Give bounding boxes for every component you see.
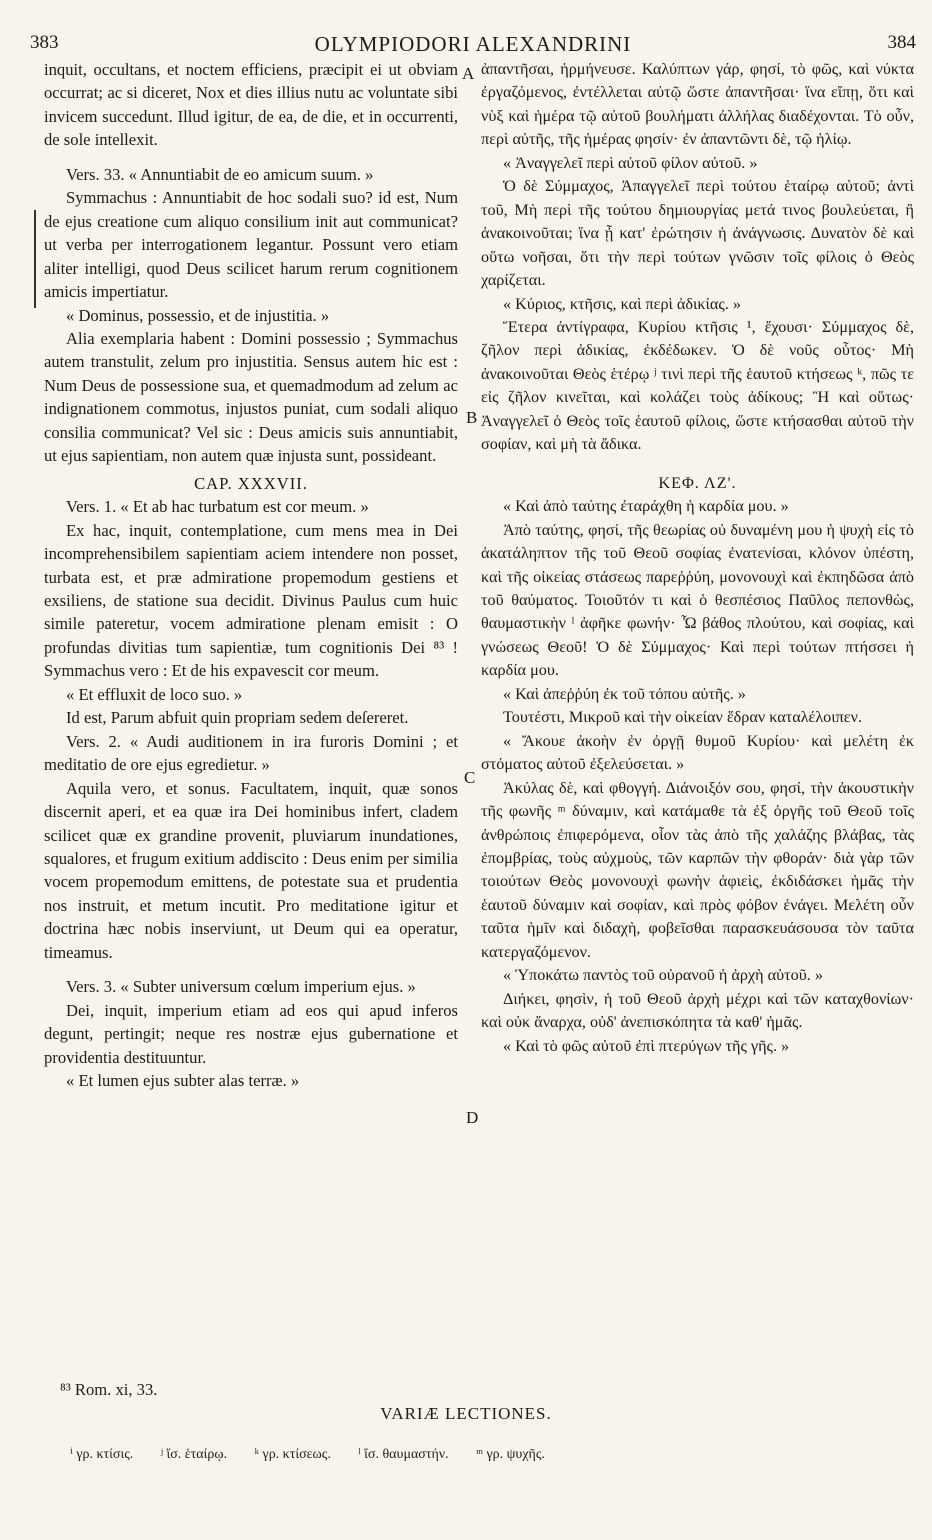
page-header: [30, 32, 916, 58]
greek-column: [481, 58, 914, 1058]
variant-readings: [70, 1446, 569, 1463]
page-number-left: 383: [30, 32, 59, 53]
variant-reading: ᵏ γρ. κτίσεως.: [254, 1447, 331, 1462]
greek-verse-heading: « Ὑποκάτω παντὸς τοῦ οὐρανοῦ ἡ ἀρχὴ αὐτοῦ. »: [503, 966, 823, 985]
greek-quote: « Κύριος, κτῆσις, καὶ περὶ ἀδικίας. »: [503, 294, 741, 313]
greek-quote: « Καὶ τὸ φῶς αὐτοῦ ἐπὶ πτερύγων τῆς γῆς. »: [503, 1036, 790, 1055]
latin-verse-heading: Vers. 1. « Et ab hac turbatum est cor meum. »: [66, 497, 369, 517]
latin-paragraph: Id est, Parum abfuit quin propriam sedem deſereret.: [66, 708, 409, 728]
latin-quote: « Dominus, possessio, et de injustitia. »: [66, 305, 330, 325]
latin-verse-heading: Vers. 2. « Audi auditionem in ira furoris Domini ; et meditatio de ore ejus egredietur. »: [44, 731, 458, 775]
greek-verse-heading: « Ἀναγγελεῖ περὶ αὐτοῦ φίλον αὐτοῦ. »: [503, 153, 758, 172]
latin-paragraph: Ex hac, inquit, contemplatione, cum mens mea in Dei incomprehensibilem sapientiam aciem intendere non posset, turbata est, et præ admiratione propemodum gestiens et exsiliens, de statione sua decidit. Divinus Paulus cum huic simile pateretur, vocem admiratione plenam emisit : O profundas divitias tum sapientiæ, tum cognitionis Dei ⁸³ ! Symmachus vero : Et de his expavescit cor meum.: [44, 520, 458, 681]
margin-letter-a: A: [462, 64, 475, 83]
latin-column: [44, 58, 458, 1092]
greek-paragraph: ἀπαντῆσαι, ἡρμήνευσε. Καλύπτων γάρ, φησί, τὸ φῶς, καὶ νύκτα ἐργαζόμενος, ἐντέλλεται αὐτῷ ὥστε ἀπαντῆσαι· ἵνα εἴπῃ, ὅτι καὶ νὺξ καὶ ἡμέρα τῷ αὐτοῦ βουλήματι ἀλλήλας διαδέχονται. Τὸ οὖν, περὶ αὐτῆς, τῆς ἡμέρας φησίν· ἐν ἀπαντῶντι δὲ, τῷ ἡλίῳ.: [481, 60, 914, 149]
latin-quote: « Et lumen ejus subter alas terræ. »: [66, 1071, 300, 1091]
greek-verse-heading: « Ἄκουε ἀκοὴν ἐν ὀργῇ θυμοῦ Κυρίου· καὶ μελέτη ἐκ στόματος αὐτοῦ ἐξελεύσεται. »: [481, 731, 914, 774]
greek-paragraph: Ἕτερα ἀντίγραφα, Κυρίου κτῆσις ¹, ἔχουσι· Σύμμαχος δὲ, ζῆλον περὶ ἀδικίας, ἐκδέδωκεν. Ὁ δὲ νοῦς οὗτος· Μὴ ἀνακοινοῦται Θεὸς ἑτέρῳ ʲ τινὶ περὶ τῆς ἑαυτοῦ κτήσεως ᵏ, πῶς τε εἰς ζῆλον κινεῖται, καὶ κολάζει τοὺς ἀδίκους; Ἢ καὶ οὕτως· Ἀναγγελεῖ ὁ Θεὸς τοῖς ἑαυτοῦ φίλοις, ὥστε κτήσασθαι αὐτοῦ τὴν σοφίαν, καὶ μὴ τὰ ἄδικα.: [481, 317, 914, 454]
greek-paragraph: Ἀπὸ ταύτης, φησί, τῆς θεωρίας οὐ δυναμένη μου ἡ ψυχὴ εἰς τὸ ἀκατάληπτον τῆς τοῦ Θεοῦ σοφίας ἐνατενίσαι, κλόνον ὑπέστη, καὶ τῆς οἰκείας στάσεως παρεῤῥύη, μονονουχὶ καὶ ἐκπηδῶσα ἀπὸ τοῦ θαύματος. Τοιοῦτόν τι καὶ ὁ θεσπέσιος Παῦλος πεπονθὼς, θαυμαστικὴν ˡ ἀφῆκε φωνήν· Ὦ βάθος πλούτου, καὶ σοφίας, καὶ γνώσεως Θεοῦ! Ὁ δὲ Σύμμαχος· Καὶ περὶ τούτων πτήσσει ἡ καρδία μου.: [481, 520, 914, 680]
running-title: OLYMPIODORI ALEXANDRINI: [314, 32, 632, 56]
greek-verse-heading: « Καὶ ἀπὸ ταύτης ἐταράχθη ἡ καρδία μου. »: [503, 497, 789, 516]
greek-quote: « Καὶ ἀπεῤῥύη ἐκ τοῦ τόπου αὐτῆς. »: [503, 684, 746, 703]
latin-paragraph: inquit, occultans, et noctem efficiens, præcipit ei ut obviam occurrat; ac si diceret, Nox et dies illius nutu ac voluntate sibi invicem succedunt. Illud igitur, de ea, de die, et in occurrenti, de sole intellexit.: [44, 60, 458, 150]
page-number-right: 384: [887, 32, 916, 53]
greek-chapter-heading: ΚΕΦ. ΛΖ'.: [658, 473, 737, 492]
margin-letter-b: B: [466, 408, 478, 427]
margin-letter-d: D: [466, 1108, 479, 1127]
latin-paragraph: Alia exemplaria habent : Domini possessio ; Symmachus autem transtulit, zelum pro injustitia. Sensus autem hic est : Num Deus de possessione sua, et quemadmodum ad zelum ac indignationem commotus, injustos puniat, cum sodali aliquo consilia communicat? Vel sic : Deus amicis suis annuntiabit, ut ejus sapientiam, non autem quæ injusta sunt, possideant.: [44, 328, 458, 466]
variant-reading: ʲ ἴσ. ἑταίρῳ.: [160, 1447, 228, 1462]
latin-paragraph: Symmachus : Annuntiabit de hoc sodali suo? id est, Num de ejus creatione cum aliquo consilium init aut communicat? ut verba per interrogationem legantur. Possunt vero etiam aliter intelligi, quod Deus scilicet harum rerum cognitionem amicis impertiatur.: [44, 188, 458, 302]
greek-paragraph: Διήκει, φησὶν, ἡ τοῦ Θεοῦ ἀρχὴ μέχρι καὶ τῶν καταχθονίων· καὶ οὐκ ἄναρχα, οὐδ' ἀνεπισκόπητα τὰ καθ' ἡμᾶς.: [481, 989, 914, 1032]
latin-chapter-heading: CAP. XXXVII.: [194, 473, 308, 493]
greek-paragraph: Ὁ δὲ Σύμμαχος, Ἀπαγγελεῖ περὶ τούτου ἑταίρῳ αὐτοῦ; ἀντὶ τοῦ, Μὴ περὶ τῆς τούτου δημιουργίας μετά τινος βουλεύεται, ἢ ἀνακοινοῦται; ἵνα ᾖ κατ' ἐρώτησιν ἡ ἀνάγνωσις. Δυνατὸν δὲ καὶ οὕτω νοῆσαι, ὅτι τὴν περὶ τούτων γνῶσιν τοῖς φίλοις ὁ Θεὸς χαρίζεται.: [481, 177, 914, 290]
latin-quote: « Et effluxit de loco suo. »: [66, 684, 243, 704]
greek-paragraph: Τουτέστι, Μικροῦ καὶ τὴν οἰκείαν ἕδραν καταλέλοιπεν.: [503, 708, 862, 727]
variant-reading: ˡ ἴσ. θαυμαστήν.: [358, 1447, 449, 1462]
latin-paragraph: Dei, inquit, imperium etiam ad eos qui apud inferos degunt, pertingit; neque res nostræ ejus gubernatione et providentia destituuntur.: [44, 1000, 458, 1067]
margin-rule: [34, 210, 36, 308]
latin-verse-heading: Vers. 3. « Subter universum cœlum imperium ejus. »: [66, 977, 416, 997]
margin-letter-c: C: [464, 768, 476, 787]
latin-verse-heading: Vers. 33. « Annuntiabit de eo amicum suum. »: [66, 164, 374, 184]
latin-paragraph: Aquila vero, et sonus. Facultatem, inquit, quæ sonos discernit aperi, et ea quæ ira Dei hominibus infert, cladem scilicet quæ ex grandine provenit, pluviarum inundationes, squalores, et frugum exitium addiscito : Deus enim per similia vocem propemodum emittens, de potestate sua et prudentia nos instruit, et metum incutit. Pro meditatione igitur et doctrina hæc nobis inserviunt, ut Deum qui ea operatur, timeamus.: [44, 778, 458, 962]
greek-paragraph: Ἀκύλας δὲ, καὶ φθογγή. Διάνοιξόν σου, φησί, τὴν ἀκουστικὴν τῆς φωνῆς ᵐ δύναμιν, καὶ κατάμαθε τὰ ἐξ ὀργῆς τοῦ Θεοῦ τοῖς ἀνθρώποις ἐπιφερόμενα, οἷον τὰς ἀπὸ τῆς χαλάζης βλάβας, τὰς ἐπομβρίας, τοὺς αὐχμοὺς, τῶν καρπῶν τὴν φθοράν· διὰ γὰρ τῶν τοιούτων Θεὸς μονονουχὶ φωνὴν ἀφιεὶς, ἐκδιδάσκει ἡμᾶς τὴν ἑαυτοῦ δύναμιν καὶ σοφίαν, καὶ πρὸς φόβον ἐνάγει. Μελέτη οὖν ταῦτα ἡμῖν καὶ διδαχὴ, φοβεῖσθαι παρασκευάσουσα τὸν ταῦτα κατεργαζόμενον.: [481, 778, 914, 961]
footnote: ⁸³ Rom. xi, 33.: [60, 1380, 158, 1399]
variant-reading: ᵐ γρ. ψυχῆς.: [476, 1447, 545, 1462]
variae-lectiones-heading: VARIÆ LECTIONES.: [380, 1404, 552, 1423]
variant-reading: ⁱ γρ. κτίσις.: [70, 1447, 134, 1462]
